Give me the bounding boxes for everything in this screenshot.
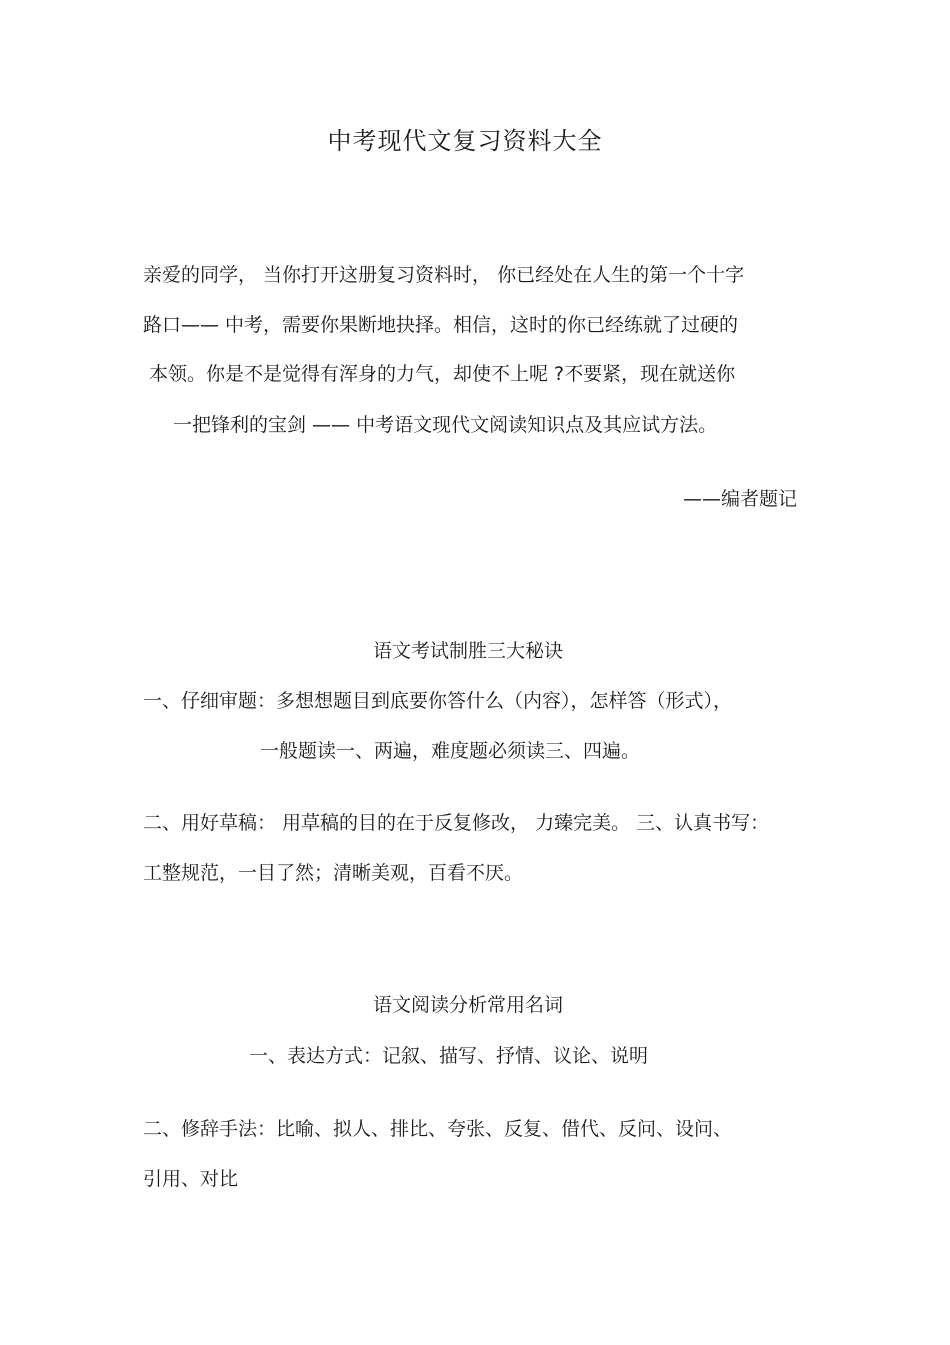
exam-tip-line-2: 一般题读一、两遍，难度题必须读三、四遍。 <box>260 740 641 762</box>
preface-line-1: 亲爱的同学， 当你打开这册复习资料时， 你已经处在人生的第一个十字 <box>143 264 745 286</box>
document-title: 中考现代文复习资料大全 <box>327 127 603 155</box>
reading-term-line-1: 一、表达方式：记叙、描写、抒情、议论、说明 <box>249 1045 649 1067</box>
reading-term-line-3: 引用、对比 <box>143 1168 239 1190</box>
exam-tip-line-4: 工整规范，一目了然；清晰美观，百看不厌。 <box>143 862 524 884</box>
preface-line-3: 本领。你是不是觉得有浑身的力气，却使不上呢 ?不要紧，现在就送你 <box>149 363 736 385</box>
section-heading-exam-tips: 语文考试制胜三大秘诀 <box>372 640 563 662</box>
exam-tip-line-1: 一、仔细审题：多想想题目到底要你答什么（内容），怎样答（形式）， <box>143 690 733 712</box>
section-heading-reading-terms: 语文阅读分析常用名词 <box>372 994 563 1016</box>
reading-term-line-2: 二、修辞手法：比喻、拟人、排比、夸张、反复、借代、反问、设问、 <box>143 1118 733 1140</box>
preface-line-4: 一把锋利的宝剑 —— 中考语文现代文阅读知识点及其应试方法。 <box>173 414 718 436</box>
preface-signature: ——编者题记 <box>682 488 797 510</box>
preface-line-2: 路口—— 中考，需要你果断地抉择。相信，这时的你已经练就了过硬的 <box>143 314 739 336</box>
exam-tip-line-3: 二、用好草稿： 用草稿的目的在于反复修改， 力臻完美。 三、认真书写： <box>143 812 770 834</box>
